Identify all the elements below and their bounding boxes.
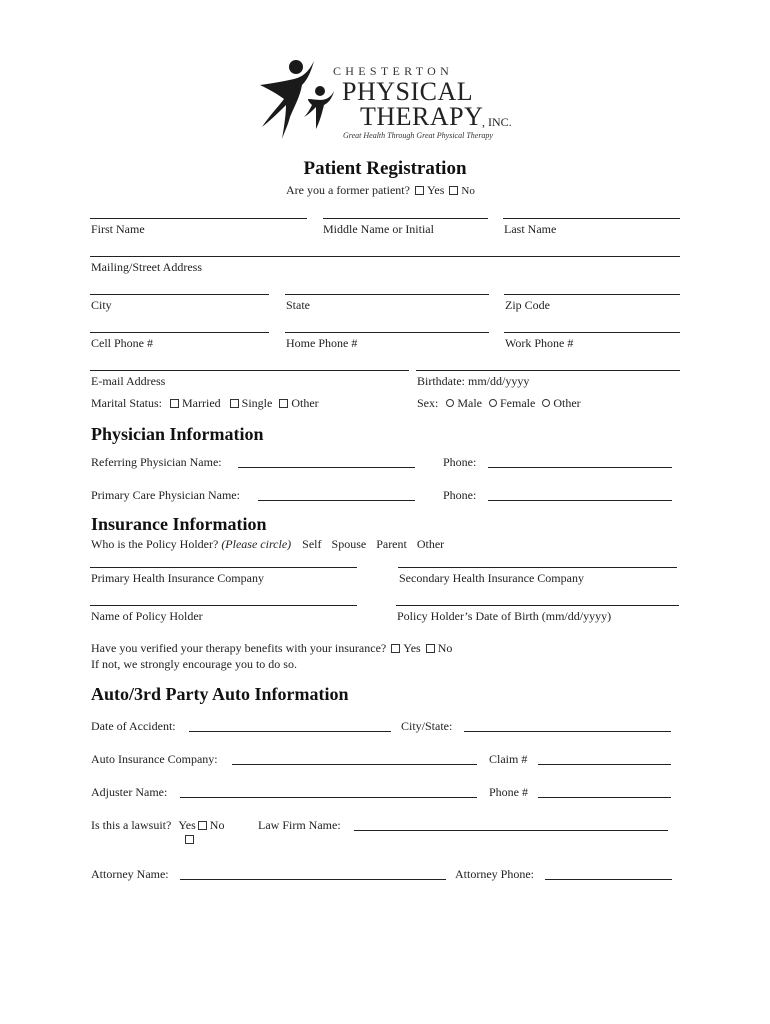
last-name-field[interactable] [503,218,680,219]
primary-insurance-field[interactable] [90,567,357,568]
claim-label: Claim # [489,752,528,766]
physician-heading: Physician Information [91,424,264,444]
former-yes-label: Yes [426,183,445,197]
female-radio[interactable] [489,399,497,407]
policy-holder-name-field[interactable] [90,605,357,606]
lawsuit-yes-checkbox[interactable] [198,821,207,830]
policy-holder-row [91,537,444,551]
verified-benefits-question: Have you verified your therapy benefits with your insurance? [91,641,387,655]
first-name-label: First Name [91,222,145,236]
male-label: Male [457,396,482,410]
adjuster-phone-field[interactable] [538,797,671,798]
work-phone-label: Work Phone # [505,336,574,350]
policy-holder-question: Who is the Policy Holder? [91,537,219,551]
secondary-insurance-label: Secondary Health Insurance Company [399,571,584,585]
primary-physician-label: Primary Care Physician Name: [91,488,240,502]
attorney-name-field[interactable] [180,879,446,880]
marital-status-row [91,396,319,410]
verified-no-label: No [437,641,453,655]
birthdate-field[interactable] [416,370,680,371]
single-checkbox[interactable] [230,399,239,408]
first-name-field[interactable] [90,218,307,219]
female-label: Female [500,396,536,410]
claim-field[interactable] [538,764,671,765]
attorney-name-label: Attorney Name: [91,867,169,881]
form-title: Patient Registration [303,158,467,179]
sex-other-radio[interactable] [542,399,550,407]
referring-physician-label: Referring Physician Name: [91,455,222,469]
verified-yes-label: Yes [403,641,421,655]
referring-phone-field[interactable] [488,467,672,468]
home-phone-field[interactable] [285,332,489,333]
policy-holder-dob-label: Policy Holder’s Date of Birth (mm/dd/yyyy) [397,609,612,623]
zip-label: Zip Code [505,298,550,312]
middle-name-field[interactable] [323,218,488,219]
last-name-label: Last Name [504,222,557,236]
primary-insurance-label: Primary Health Insurance Company [91,571,264,585]
logo-line-3: THERAPY [360,102,484,131]
verified-no-checkbox[interactable] [426,644,435,653]
primary-phone-field[interactable] [488,500,672,501]
former-yes-checkbox[interactable] [415,186,424,195]
auto-insurance-label: Auto Insurance Company: [91,752,218,766]
email-field[interactable] [90,370,409,371]
cell-phone-field[interactable] [90,332,269,333]
referring-phone-label: Phone: [443,455,477,469]
state-label: State [286,298,310,312]
lawsuit-question: Is this a lawsuit? [91,818,172,832]
encourage-note: If not, we strongly encourage you to do so. [91,657,297,671]
mailing-address-label: Mailing/Street Address [91,260,202,274]
city-field[interactable] [90,294,269,295]
married-label: Married [182,396,221,410]
zip-field[interactable] [504,294,680,295]
accident-date-field[interactable] [189,731,391,732]
policy-holder-name-label: Name of Policy Holder [91,609,203,623]
state-field[interactable] [285,294,489,295]
law-firm-field[interactable] [354,830,668,831]
former-no-checkbox[interactable] [449,186,458,195]
insurance-heading: Insurance Information [91,514,267,534]
holder-spouse-option[interactable]: Spouse [331,537,367,551]
lawsuit-no-checkbox[interactable] [185,835,194,844]
adjuster-field[interactable] [180,797,477,798]
work-phone-field[interactable] [504,332,680,333]
logo-suffix: , INC. [482,115,512,129]
policy-holder-note: (Please circle) [221,537,292,551]
middle-name-label: Middle Name or Initial [323,222,434,236]
logo-tagline: Great Health Through Great Physical Therapy [343,131,493,140]
city-state-field[interactable] [464,731,671,732]
referring-physician-field[interactable] [238,467,415,468]
company-logo [250,55,520,145]
accident-date-label: Date of Accident: [91,719,176,733]
birthdate-label: Birthdate: mm/dd/yyyy [417,374,530,388]
single-label: Single [241,396,273,410]
sex-label: Sex: [417,396,439,410]
cell-phone-label: Cell Phone # [91,336,153,350]
lawsuit-yes-label: Yes [178,818,196,832]
adjuster-label: Adjuster Name: [91,785,168,799]
male-radio[interactable] [446,399,454,407]
former-no-label: No [461,185,475,197]
verified-benefits-row [91,641,452,655]
adjuster-phone-label: Phone # [489,785,528,799]
marital-other-checkbox[interactable] [279,399,288,408]
primary-phone-label: Phone: [443,488,477,502]
holder-self-option[interactable]: Self [302,537,322,551]
auto-insurance-field[interactable] [232,764,477,765]
lawsuit-row [91,818,224,832]
sex-other-label: Other [553,396,581,410]
marital-other-label: Other [291,396,319,410]
sex-row [417,396,581,410]
city-label: City [91,298,112,312]
attorney-phone-field[interactable] [545,879,672,880]
logo-line-1: CHESTERTON [333,64,454,78]
logo-line-2: PHYSICAL [342,77,474,106]
secondary-insurance-field[interactable] [398,567,677,568]
verified-yes-checkbox[interactable] [391,644,400,653]
law-firm-label: Law Firm Name: [258,818,341,832]
email-label: E-mail Address [91,374,166,388]
figures-logo-icon [250,55,340,145]
mailing-address-field[interactable] [90,256,680,257]
home-phone-label: Home Phone # [286,336,358,350]
marital-status-label: Marital Status: [91,396,162,410]
primary-physician-field[interactable] [258,500,415,501]
attorney-phone-label: Attorney Phone: [455,867,534,881]
holder-other-option[interactable]: Other [416,537,445,551]
former-patient-row [286,183,475,198]
lawsuit-no-label: No [209,818,225,832]
holder-parent-option[interactable]: Parent [376,537,407,551]
married-checkbox[interactable] [170,399,179,408]
former-patient-question: Are you a former patient? [286,183,410,197]
policy-holder-dob-field[interactable] [396,605,679,606]
city-state-label: City/State: [401,719,453,733]
auto-heading: Auto/3rd Party Auto Information [91,684,349,704]
